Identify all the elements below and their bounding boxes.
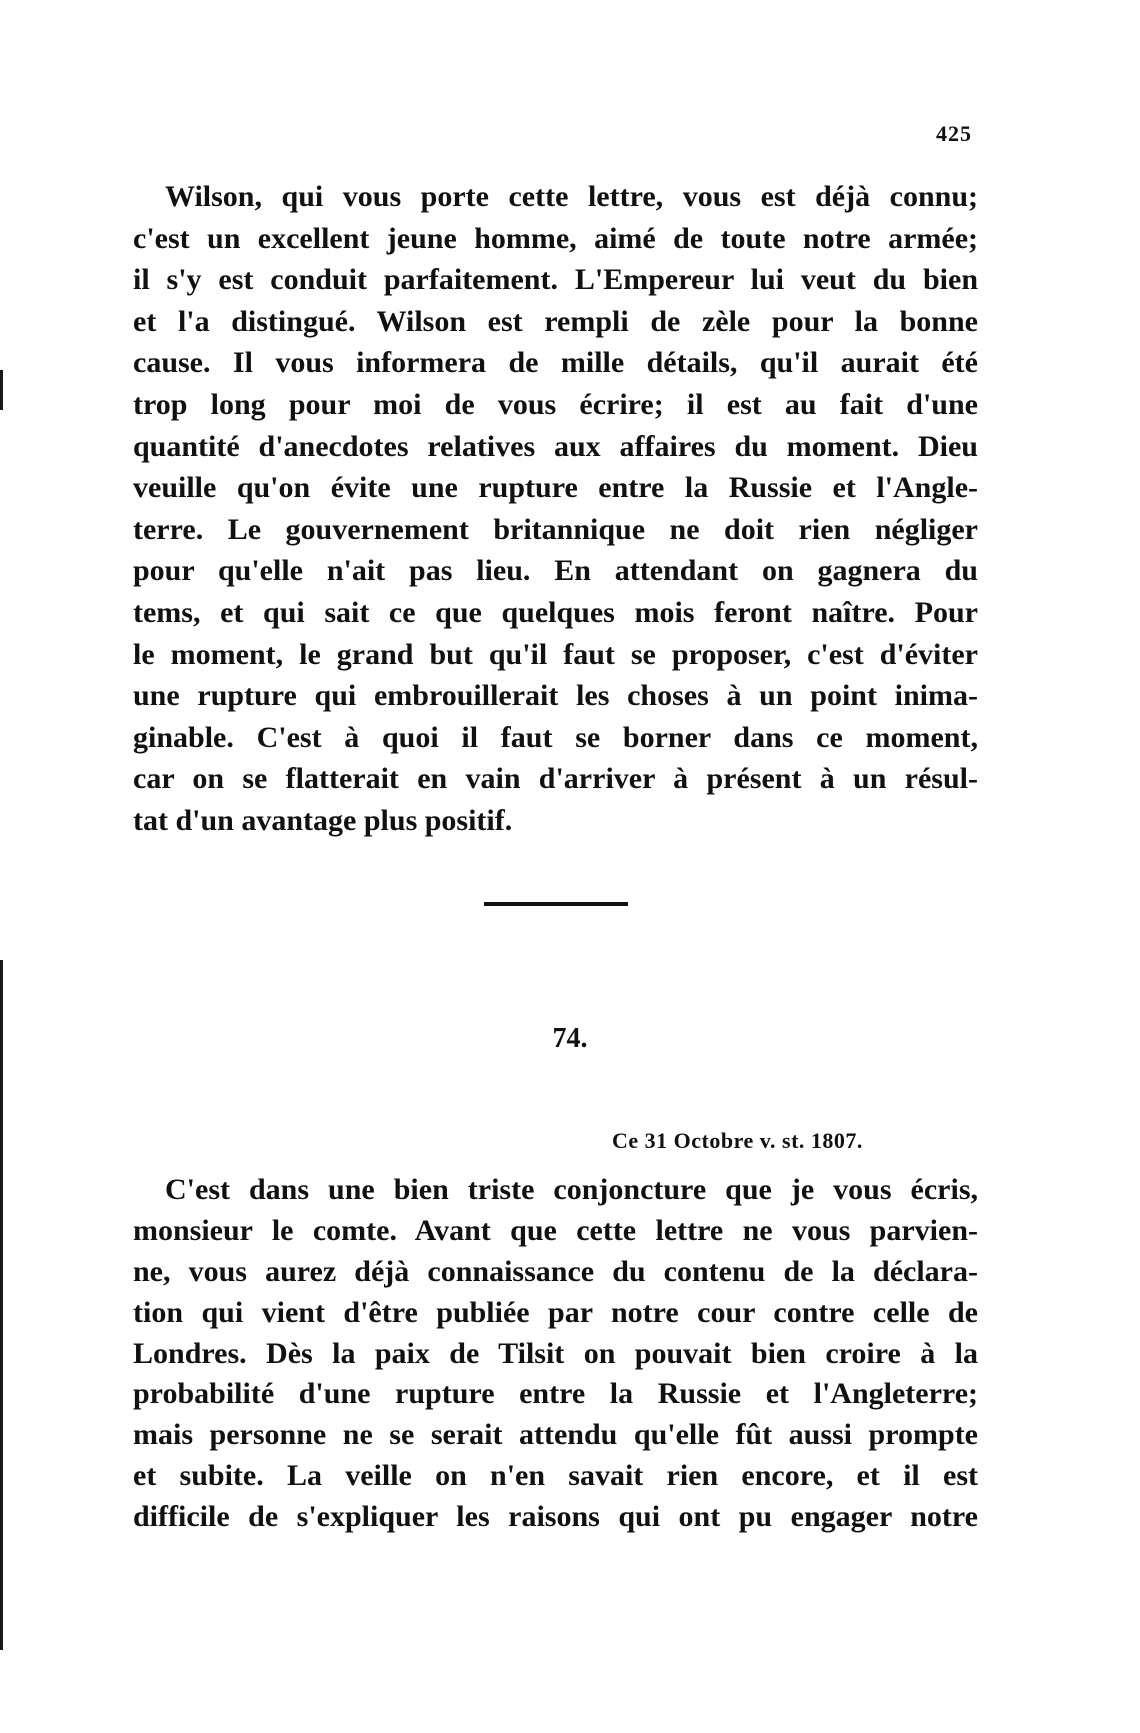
text-line: et subite. La veille on n'en savait rien encore, et il est bbox=[133, 1459, 978, 1493]
text-line: terre. Le gouvernement britannique ne doit rien négliger bbox=[133, 512, 978, 546]
text-line: cause. Il vous informera de mille détails, qu'il aurait été bbox=[133, 346, 978, 380]
text-line: tat d'un avantage plus positif. bbox=[133, 803, 513, 837]
text-line: trop long pour moi de vous écrire; il est au fait d'une bbox=[133, 387, 978, 421]
text-line: ne, vous aurez déjà connaissance du contenu de la déclara- bbox=[133, 1254, 978, 1288]
scan-edge-mark bbox=[0, 960, 3, 1650]
text-line: et l'a distingué. Wilson est rempli de zèle pour la bonne bbox=[133, 304, 978, 338]
text-line: car on se flatterait en vain d'arriver à présent à un résul- bbox=[133, 762, 978, 796]
letter-number-heading: 74. bbox=[552, 1023, 588, 1054]
text-line: ginable. C'est à quoi il faut se borner dans ce moment, bbox=[133, 720, 978, 754]
text-line: une rupture qui embrouillerait les choses à un point inima- bbox=[133, 679, 978, 713]
text-line: tems, et qui sait ce que quelques mois feront naître. Pour bbox=[133, 595, 978, 629]
text-line: difficile de s'expliquer les raisons qui ont pu engager notre bbox=[133, 1500, 978, 1534]
scan-edge-mark bbox=[0, 370, 3, 410]
text-line: quantité d'anecdotes relatives aux affaires du moment. Dieu bbox=[133, 429, 978, 463]
text-line: veuille qu'on évite une rupture entre la Russie et l'Angle- bbox=[133, 471, 978, 505]
text-line: pour qu'elle n'ait pas lieu. En attendant on gagnera du bbox=[133, 554, 978, 588]
letter-date: Ce 31 Octobre v. st. 1807. bbox=[612, 1128, 863, 1153]
page-number: 425 bbox=[936, 121, 972, 146]
text-line: probabilité d'une rupture entre la Russie et l'Angleterre; bbox=[133, 1377, 978, 1411]
text-line: monsieur le comte. Avant que cette lettre ne vous parvien- bbox=[133, 1213, 978, 1247]
text-line: il s'y est conduit parfaitement. L'Empereur lui veut du bien bbox=[133, 263, 978, 297]
text-line: C'est dans une bien triste conjoncture que je vous écris, bbox=[165, 1173, 978, 1206]
text-line: mais personne ne se serait attendu qu'elle fût aussi prompte bbox=[133, 1418, 978, 1452]
text-line: c'est un excellent jeune homme, aimé de toute notre armée; bbox=[133, 221, 978, 255]
letter-74-opening-paragraph bbox=[133, 1170, 978, 1538]
text-line: tion qui vient d'être publiée par notre cour contre celle de bbox=[133, 1295, 978, 1329]
text-line: Wilson, qui vous porte cette lettre, vous est déjà connu; bbox=[165, 180, 978, 213]
letter-73-closing-paragraph bbox=[133, 176, 978, 842]
text-line: Londres. Dès la paix de Tilsit on pouvait bien croire à la bbox=[133, 1336, 978, 1370]
section-divider-rule bbox=[484, 902, 628, 906]
text-line: le moment, le grand but qu'il faut se proposer, c'est d'éviter bbox=[133, 637, 978, 671]
